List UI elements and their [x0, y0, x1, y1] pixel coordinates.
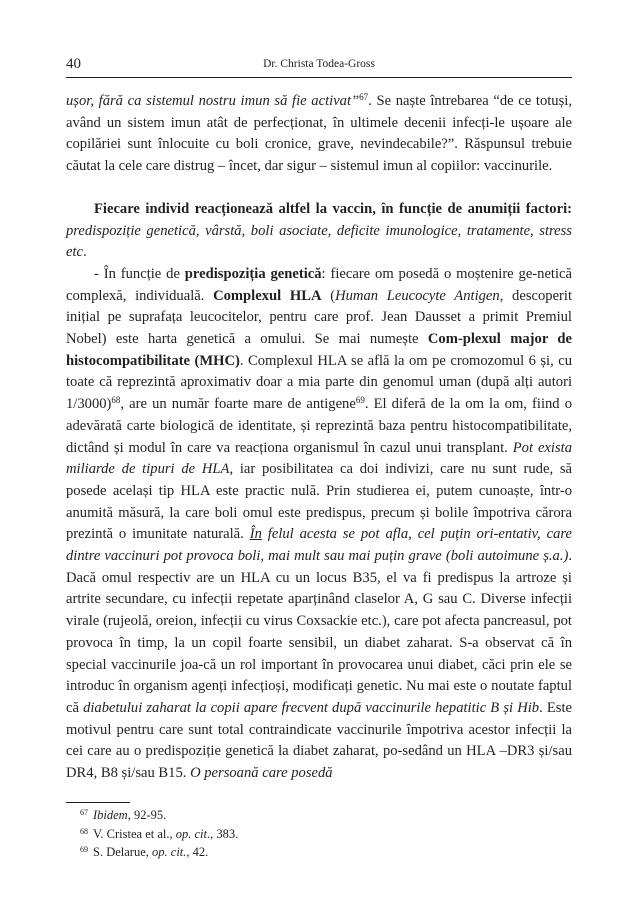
footnote-ref-69[interactable]: 69: [355, 395, 365, 406]
footnote-text: 42.: [189, 845, 209, 860]
paragraph-text: : fiecare om posedă o moștenire ge-netică complexă, individuală.: [66, 265, 572, 304]
bold-term: predispoziția genetică: [184, 265, 322, 282]
footnotes: [80, 806, 560, 862]
running-title: Dr. Christa Todea-Gross: [263, 58, 375, 70]
italic-phrase: felul acesta se pot afla, cel puțin ori-entativ, care dintre vaccinuri pot provoca boli, mai mult sau mai puțin grave (boli autoimune ș.a.): [66, 526, 573, 565]
paragraph-genetic: [66, 264, 572, 785]
header-rule: [66, 77, 572, 78]
paragraph-text: . El diferă de la om la om, fiind o adevărată carte biologică de identitate, și reprezintă baza pentru histocompatibilitate, dictând și modul în care va reacționa organismul în cazul unui transplant.: [66, 396, 572, 456]
italic-phrase: Pot exista miliarde de tipuri de HLA: [66, 439, 572, 478]
running-header: [66, 56, 572, 76]
footnote-text: ., 383.: [207, 826, 239, 841]
paragraph-text: - În funcție de: [94, 265, 185, 282]
paragraph-text: , descoperit inițial pe suprafața leucocitelor, pentru care prof. Jean Dausset a primit Premiul Nobel) este harta genetică a omului. Se mai numește: [66, 287, 573, 348]
paragraph-text: . Complexul HLA se află la om pe cromozomul 6 și, cu toate că reprezintă aproximativ doar a mia parte din genomul uman (după alți autori 1/3000): [66, 352, 572, 413]
bold-heading-text: Fiecare individ reacționează altfel la vaccin, în funcție de anumiții factori:: [94, 200, 572, 217]
footnote-67: [80, 806, 560, 825]
bold-term: Com-plexul major de histocompatibilitate (MHC): [66, 331, 572, 369]
paragraph-text: (: [321, 287, 336, 304]
footnote-italic: Ibidem: [93, 808, 128, 822]
footnote-text: V. Cristea et al.,: [93, 826, 176, 841]
paragraph-text: . Este motivul pentru care sunt total contraindicate vaccinurile împotriva acestor infecții la cei care au o predispoziție genetică la diabet zaharat, po-sedând un HLA –DR3 și/sau DR4, B8 și/sau B15.: [66, 699, 572, 782]
footnote-68: [80, 825, 560, 844]
body-text: [66, 91, 572, 785]
footnote-italic: op. cit: [175, 826, 207, 841]
bold-term: Complexul HLA: [213, 287, 322, 304]
italic-phrase: O persoană care posedă: [190, 765, 333, 782]
footnote-rule: [66, 802, 130, 803]
punctuation: .: [83, 244, 87, 261]
paragraph-text: . Se naște întrebarea “de ce totuși, având un sistem imun atât de perfecționat, în ultimele decenii infecți-le ușoare ale copilăriei sunt înlocuite cu boli cronice, grave, nevindecabile?”. Răspunsul trebuie căutat la cele care distrug – încet, dar sigur – sistemul imun al copiilor: vaccinurile.: [66, 93, 572, 175]
footnote-number: 68: [80, 826, 88, 836]
italic-term: Human Leucocyte Antigen: [335, 287, 500, 304]
footnote-text: S. Delarue,: [93, 845, 153, 860]
paragraph-text: , are un număr foarte mare de antigene: [120, 396, 356, 413]
footnote-ref-68[interactable]: 68: [111, 395, 121, 406]
footnote-ref-67[interactable]: 67: [359, 92, 369, 102]
footnote-69: [80, 843, 560, 862]
factors-italic: predispoziție genetică, vârstă, boli asociate, deficite imunologice, tratamente, stress etc: [66, 222, 572, 261]
paragraph-text: , iar posibilitatea ca doi indivizi, care nu sunt rude, să posede același tip HLA este practic nulă. Prin studierea ei, putem cunoaște, într-o anumită măsură, la care boli omul este predispus, precum și bolile împotriva cărora prezintă o imunitate naturală.: [66, 461, 572, 543]
paragraph-factors: [66, 199, 572, 264]
footnote-number: 67: [80, 808, 88, 817]
footnote-italic: op. cit.,: [152, 845, 190, 860]
footnote-number: 69: [80, 845, 88, 855]
paragraph-continuation: [66, 91, 572, 178]
page-number: 40: [66, 56, 81, 72]
underlined-word: În: [249, 526, 262, 543]
paragraph-text: . Dacă omul respectiv are un HLA cu un locus B35, el va fi predispus la artroze și artrite secundare, cu infecții repetate aparținând claselor A, G sau C. Diverse infecții virale (rujeolă, oreion, infecții cu virus Coxsackie etc.), care pot afecta pancreasul, pot provoca în timp, la un copil foarte sensibil, un diabet zaharat. S-a observat că în special vaccinurile joa-că un rol important în provocarea unui diabet, căci prin ele se introduc în organism agenți infecțioși, modificați genetic. Nu mai este o noutate faptul că: [66, 548, 572, 716]
italic-phrase: diabetului zaharat la copii apare frecvent după vaccinurile hepatitic B și Hib: [83, 699, 540, 716]
footnote-text: , 92-95.: [127, 808, 167, 822]
quote-italic: ușor, fără ca sistemul nostru imun să fie activat”: [66, 93, 360, 109]
